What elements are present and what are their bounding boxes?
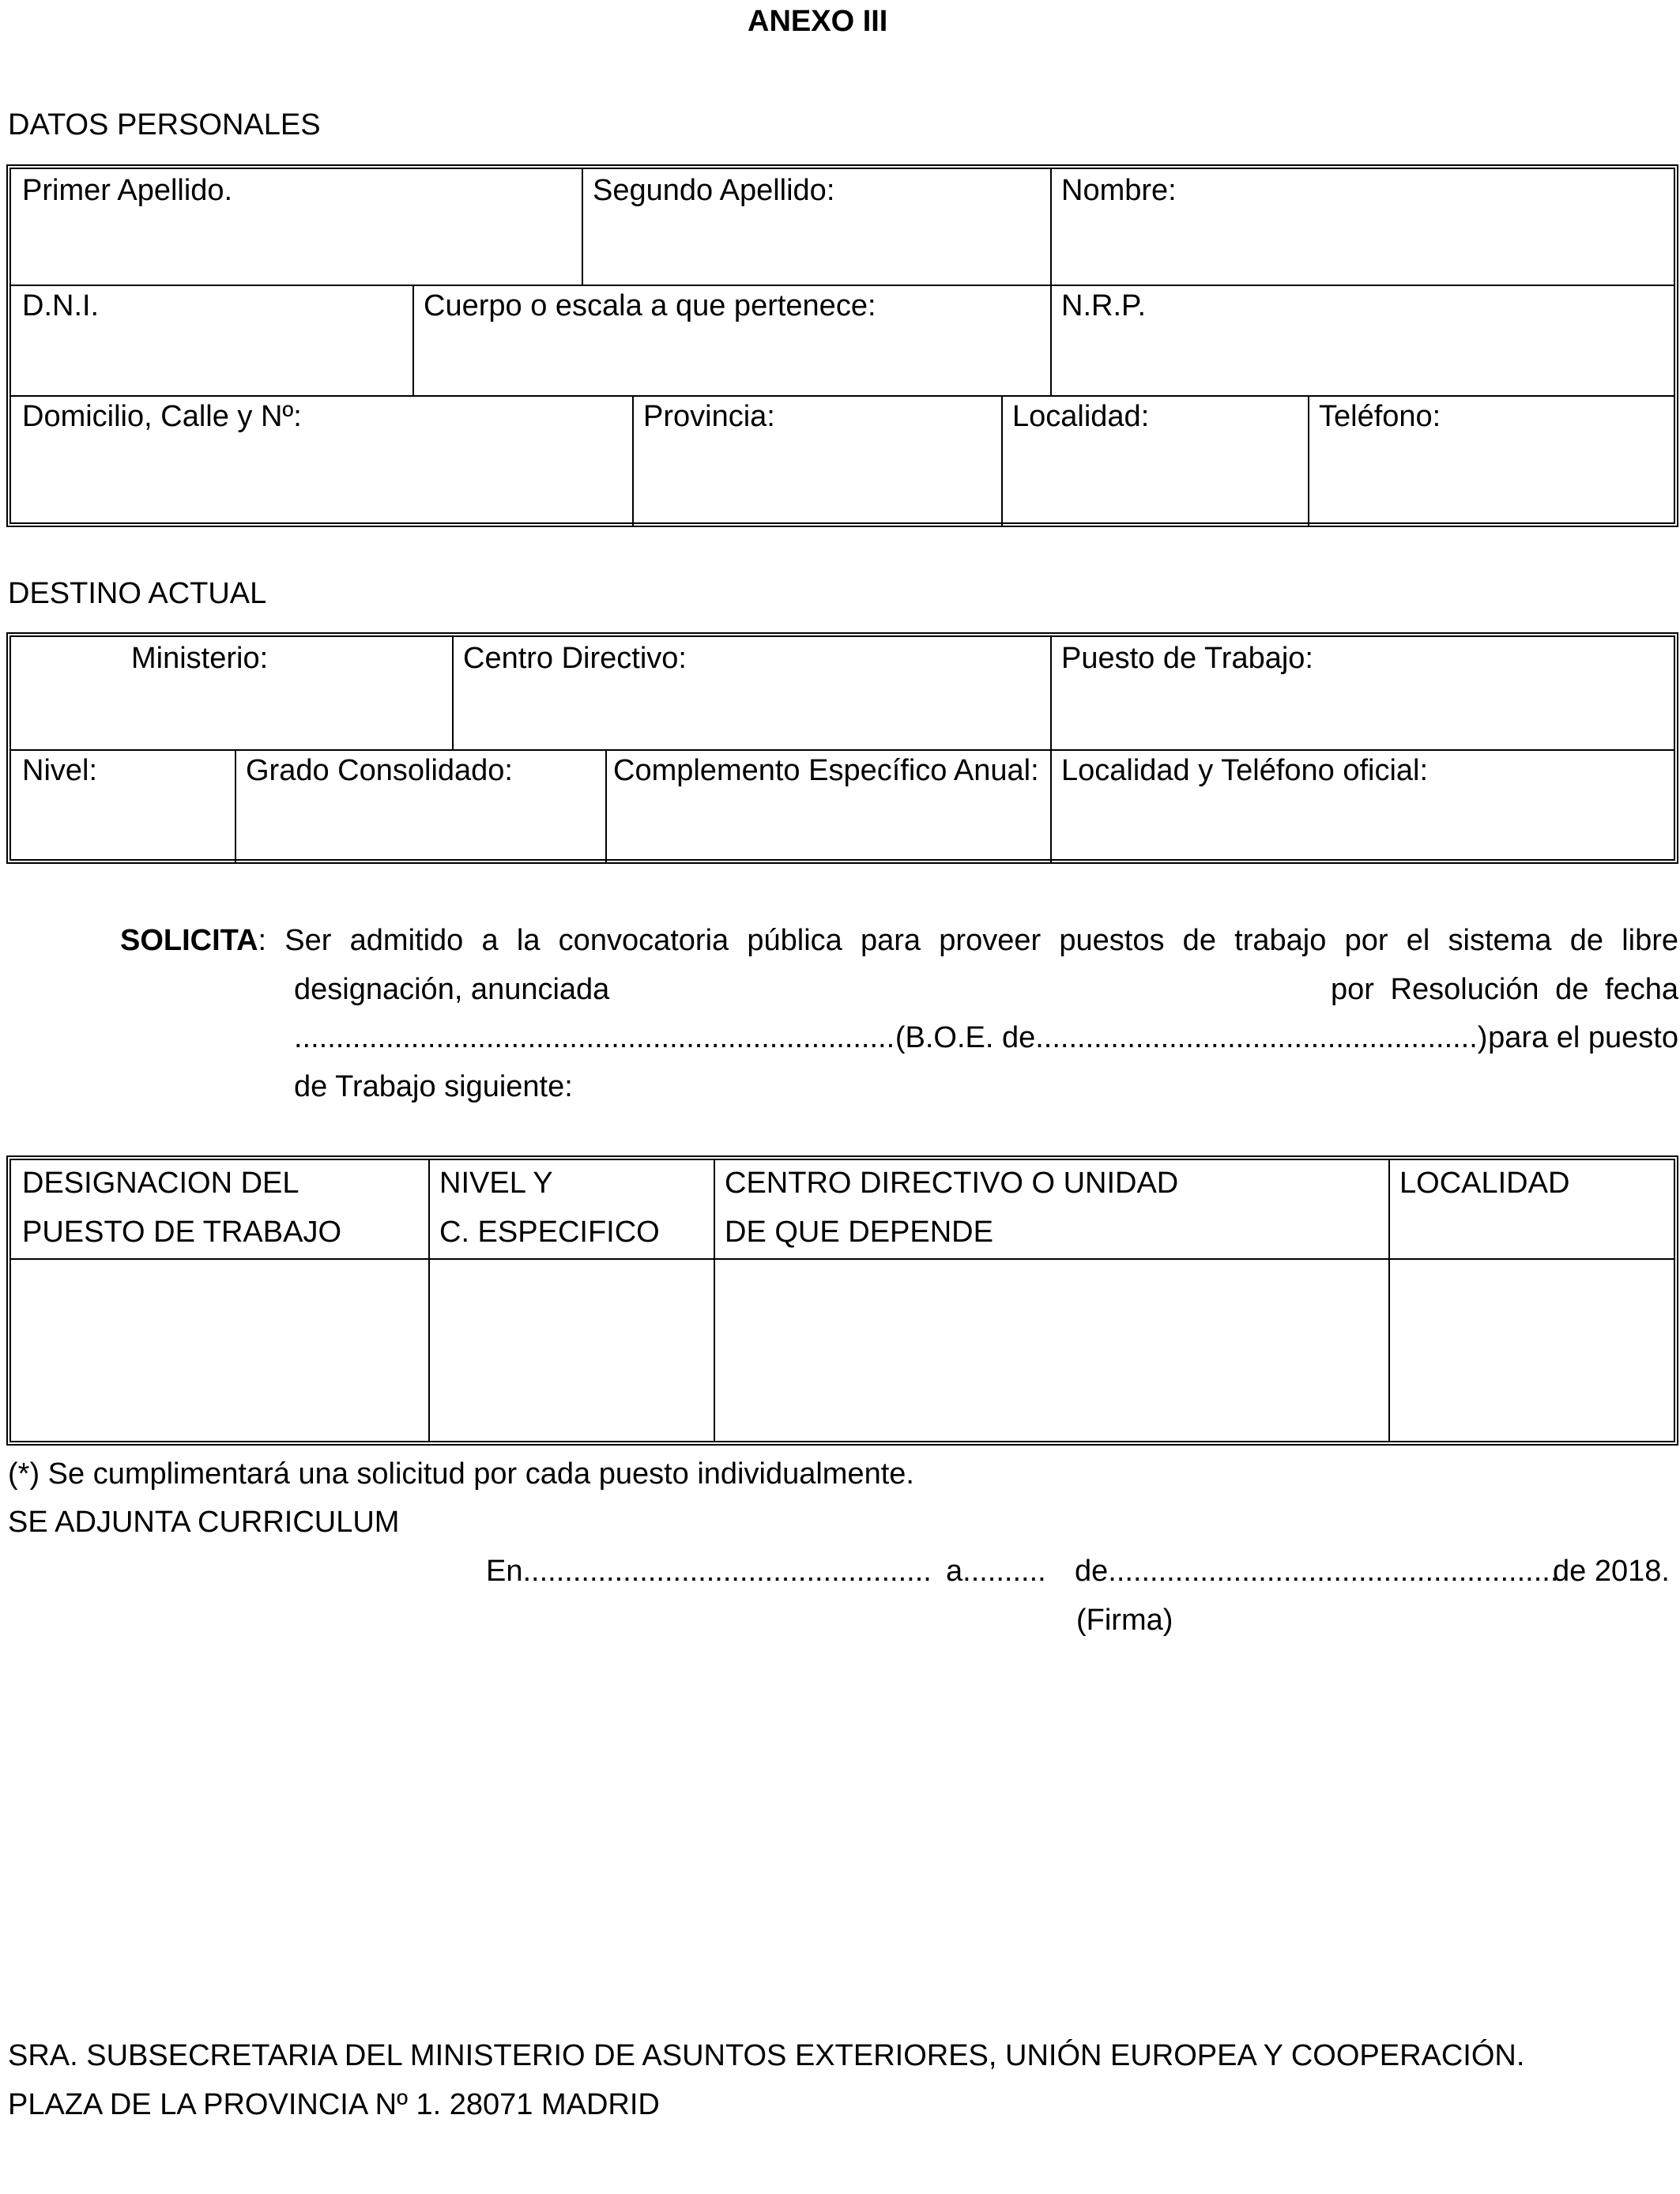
input-nivel[interactable] (428, 1258, 714, 1446)
header-line: CENTRO DIRECTIVO O UNIDAD (725, 1167, 1179, 1200)
field-domicilio[interactable] (11, 395, 632, 527)
field-label: Provincia: (643, 400, 775, 433)
field-label: Localidad y Teléfono oficial: (1061, 754, 1429, 787)
field-localidad-telefono-oficial[interactable] (1050, 749, 1674, 864)
column-header-designacion (11, 1160, 428, 1258)
field-label: Primer Apellido. (22, 174, 233, 207)
field-dni[interactable] (11, 285, 412, 395)
field-nrp[interactable] (1050, 285, 1674, 395)
fecha-resolucion-blank[interactable]: ........................................................................ (294, 1021, 895, 1054)
field-label: Centro Directivo: (463, 642, 687, 675)
fecha-year: de 2018. (1553, 1555, 1670, 1588)
field-puesto-trabajo[interactable] (1050, 637, 1674, 749)
field-telefono[interactable] (1308, 395, 1674, 527)
solicita-line-3-end: para el puesto (1488, 1021, 1678, 1054)
field-label: Puesto de Trabajo: (1061, 642, 1313, 675)
fecha-mes[interactable]: de...................................................... (1075, 1555, 1559, 1588)
solicita-text: : Ser admitido a la convocatoria pública para proveer puestos de trabajo por el sistema de libre (258, 924, 1678, 957)
field-label: Nivel: (22, 754, 98, 787)
field-nivel[interactable] (11, 749, 235, 864)
column-header-nivel (428, 1160, 714, 1258)
section-heading-destino-actual: DESTINO ACTUAL (8, 577, 267, 610)
solicita-line-2-right: por Resolución de fecha (1331, 973, 1678, 1006)
address-line-1: SRA. SUBSECRETARIA DEL MINISTERIO DE ASUNTOS EXTERIORES, UNIÓN EUROPEA Y COOPERACIÓN. (8, 2039, 1525, 2072)
fecha-en[interactable]: En................................................. (486, 1555, 932, 1588)
solicita-line-2-left: designación, anunciada (294, 973, 610, 1006)
address-line-2: PLAZA DE LA PROVINCIA Nº 1. 28071 MADRID (8, 2088, 660, 2121)
field-label: Nombre: (1061, 174, 1177, 207)
field-grado-consolidado[interactable] (235, 749, 605, 864)
header-line: DE QUE DEPENDE (725, 1216, 993, 1249)
field-complemento-especifico[interactable] (605, 749, 1050, 864)
field-cuerpo-escala[interactable] (412, 285, 1050, 395)
field-label: Complemento Específico Anual: (613, 754, 1039, 787)
solicita-line-3 (294, 1020, 1678, 1057)
firma-label: (Firma) (1076, 1604, 1173, 1637)
adjunta-curriculum: SE ADJUNTA CURRICULUM (8, 1506, 400, 1539)
field-nombre[interactable] (1050, 169, 1674, 285)
solicita-line-4: de Trabajo siguiente: (294, 1070, 573, 1103)
page-title: ANEXO III (748, 5, 888, 38)
field-ministerio[interactable] (11, 637, 452, 749)
field-primer-apellido[interactable] (11, 169, 582, 285)
footnote: (*) Se cumplimentará una solicitud por cada puesto individualmente. (8, 1457, 914, 1491)
datos-personales-table (6, 164, 1678, 527)
field-label: Teléfono: (1319, 400, 1441, 433)
header-line: LOCALIDAD (1399, 1167, 1570, 1200)
column-header-centro-directivo (714, 1160, 1388, 1258)
field-label: Localidad: (1012, 400, 1150, 433)
section-heading-datos-personales: DATOS PERSONALES (8, 108, 321, 141)
input-localidad[interactable] (1388, 1258, 1674, 1446)
solicita-line-1 (120, 922, 1678, 960)
header-line: NIVEL Y (439, 1167, 553, 1200)
solicita-label: SOLICITA (120, 924, 258, 957)
header-line: PUESTO DE TRABAJO (22, 1216, 342, 1249)
header-line: DESIGNACION DEL (22, 1167, 299, 1200)
input-designacion[interactable] (11, 1258, 428, 1446)
field-label: Cuerpo o escala a que pertenece: (424, 289, 876, 322)
boe-blank[interactable]: (B.O.E. de.....................................................) (895, 1021, 1488, 1054)
destino-actual-table (6, 632, 1678, 864)
field-label: Segundo Apellido: (593, 174, 835, 207)
field-label: Domicilio, Calle y Nº: (22, 400, 302, 433)
header-line: C. ESPECIFICO (439, 1216, 660, 1249)
field-label: N.R.P. (1061, 289, 1147, 322)
field-segundo-apellido[interactable] (582, 169, 1050, 285)
fecha-dia[interactable]: a.......... (946, 1555, 1046, 1588)
field-label: Grado Consolidado: (246, 754, 513, 787)
field-provincia[interactable] (632, 395, 1001, 527)
field-label: Ministerio: (131, 642, 269, 675)
column-header-localidad (1388, 1160, 1674, 1258)
input-centro-directivo[interactable] (714, 1258, 1388, 1446)
puesto-table (6, 1155, 1678, 1446)
field-label: D.N.I. (22, 289, 100, 322)
field-centro-directivo[interactable] (452, 637, 1050, 749)
field-localidad[interactable] (1001, 395, 1308, 527)
